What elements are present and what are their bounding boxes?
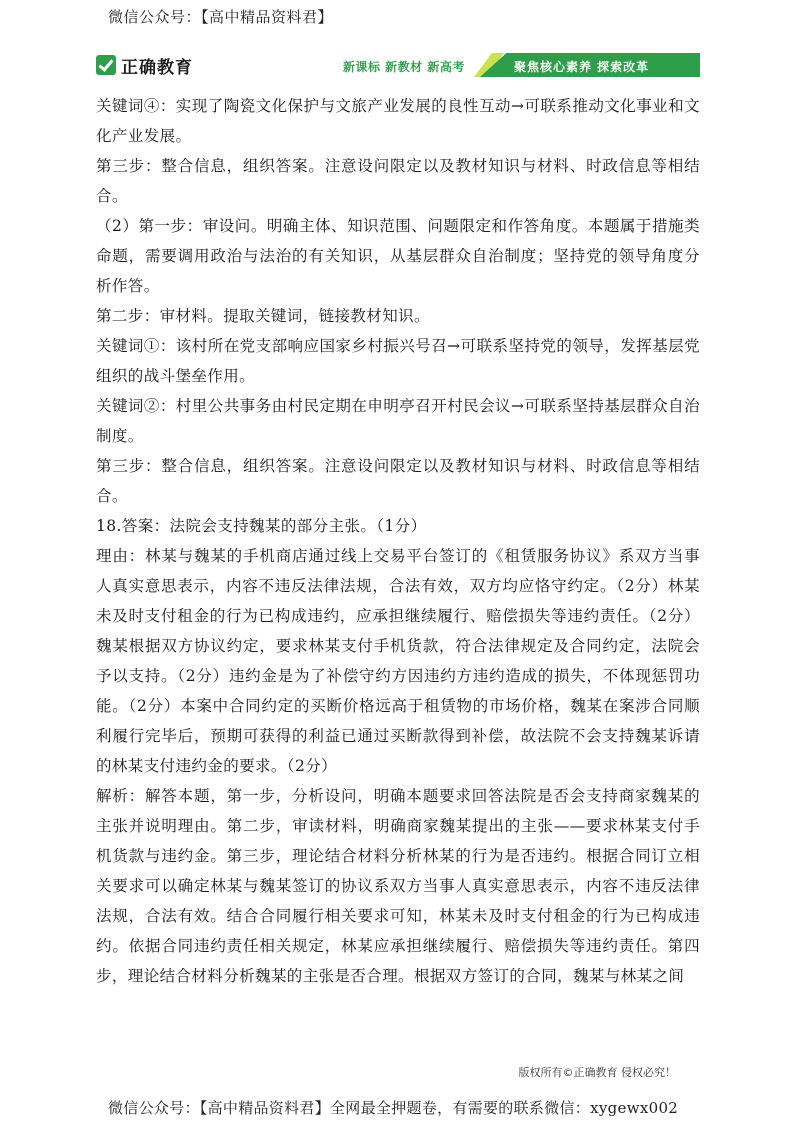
paragraph-q2-step-2: 第二步：审材料。提取关键词，链接教材知识。 [96, 307, 430, 325]
document-body [96, 91, 700, 991]
logo-text: 正确教育 [121, 57, 193, 78]
paragraph-keyword-1: 关键词①：该村所在党支部响应国家乡村振兴号召→可联系坚持党的领导，发挥基层党组织的战斗堡垒作用。 [96, 337, 700, 385]
brand-header [96, 52, 700, 82]
brand-logo [96, 52, 193, 78]
slogan-right: 聚焦核心素养 探索改革 [514, 60, 650, 74]
paragraph-q2-step-3: 第三步：整合信息，组织答案。注意设问限定以及教材知识与材料、时政信息等相结合。 [96, 457, 700, 505]
slogan-left: 新课标 新教材 新高考 [343, 60, 465, 74]
paragraph-q18-answer: 18.答案：法院会支持魏某的部分主张。（1分） [96, 517, 427, 535]
paragraph-q18-reason: 理由：林某与魏某的手机商店通过线上交易平台签订的《租赁服务协议》系双方当事人真实意思表示，内容不违反法律法规，合法有效，双方均应恪守约定。（2分）林某未及时支付租金的行为已构成违约，应承担继续履行、赔偿损失等违约责任。（2分）魏某根据双方协议约定，要求林某支付手机货款，符合法律规定及合同约定，法院会予以支持。（2分）违约金是为了补偿守约方因违约方违约造成的损失，不体现惩罚功能。（2分）本案中合同约定的买断价格远高于租赁物的市场价格，魏某在案涉合同顺利履行完毕后，预期可获得的利益已通过买断款得到补偿，故法院不会支持魏某诉请的林某支付违约金的要求。（2分） [96, 547, 700, 775]
top-watermark: 微信公众号：【高中精品资料君】 [108, 8, 334, 26]
copyright-notice: 版权所有©正确教育 侵权必究！ [518, 1066, 676, 1079]
checkmark-icon [96, 55, 116, 75]
paragraph-keyword-4: 关键词④：实现了陶瓷文化保护与文旅产业发展的良性互动→可联系推动文化事业和文化产业发展。 [96, 97, 700, 145]
bottom-watermark: 微信公众号：【高中精品资料君】全网最全押题卷，有需要的联系微信：xygewx002 [108, 1099, 679, 1117]
paragraph-step-3: 第三步：整合信息，组织答案。注意设问限定以及教材知识与材料、时政信息等相结合。 [96, 157, 700, 205]
paragraph-q18-analysis: 解析：解答本题，第一步，分析设问，明确本题要求回答法院是否会支持商家魏某的主张并说明理由。第二步，审读材料，明确商家魏某提出的主张——要求林某支付手机货款与违约金。第三步，理论结合材料分析林某的行为是否违约。根据合同订立相关要求可以确定林某与魏某签订的协议系双方当事人真实意思表示，内容不违反法律法规，合法有效。结合合同履行相关要求可知，林某未及时支付租金的行为已构成违约。依据合同违约责任相关规定，林某应承担继续履行、赔偿损失等违约责任。第四步，理论结合材料分析魏某的主张是否合理。根据双方签订的合同，魏某与林某之间 [96, 787, 700, 985]
paragraph-keyword-2: 关键词②：村里公共事务由村民定期在申明亭召开村民会议→可联系坚持基层群众自治制度。 [96, 397, 700, 445]
paragraph-q2-step-1: （2）第一步：审设问。明确主体、知识范围、问题限定和作答角度。本题属于措施类命题，需要调用政治与法治的有关知识，从基层群众自治制度；坚持党的领导角度分析作答。 [96, 217, 700, 295]
